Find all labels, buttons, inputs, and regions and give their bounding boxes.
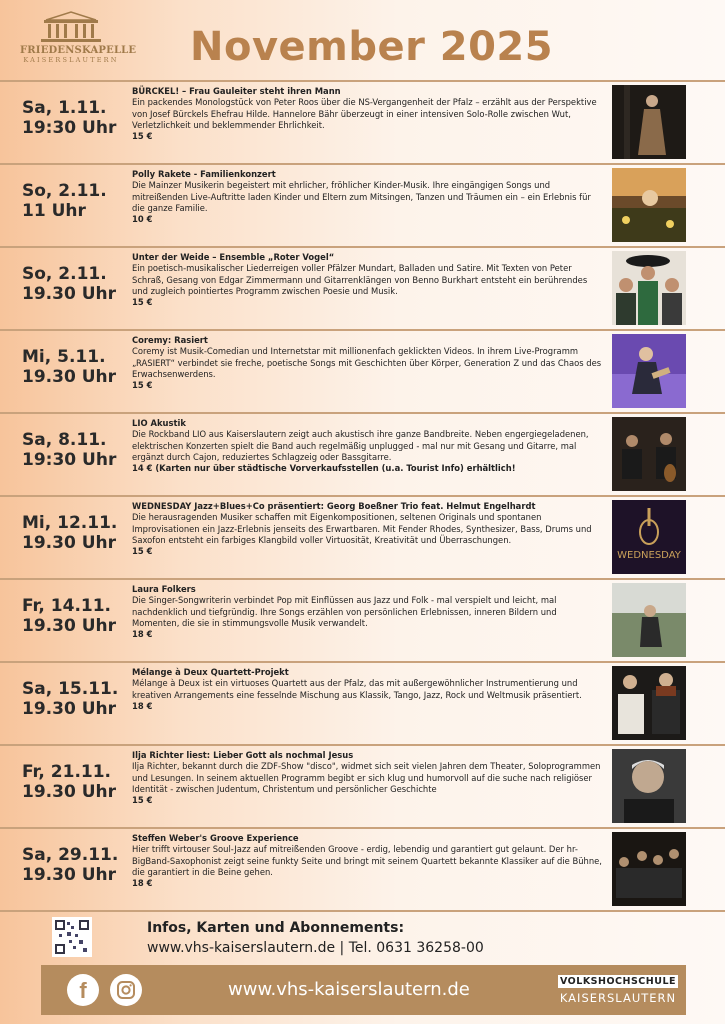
event-row	[0, 82, 725, 165]
event-title: Laura Folkers	[132, 584, 196, 594]
vhs-logo-line2: KAISERSLAUTERN	[559, 991, 677, 1005]
event-description: Ein packendes Monologstück von Peter Roos über die NS-Vergangenheit der Pfalz – erzählt aus der Perspektive von Josef Bürckels Ehefrau Hilde. Hannelore Bähr überzeugt in einer intensiven Solo-Rolle zwischen Wut, Verletzlichkeit und beklemmender Ehrlichkeit.	[132, 97, 597, 130]
event-row	[0, 248, 725, 331]
event-description: Hier trifft virtouser Soul-Jazz auf mitreißenden Groove - erdig, lebendig und garantiert gut gelaunt. Der hr-BigBand-Saxophonist zeigt seine funkty Seite und bringt mit seinem Quartett bekannte Klassiker auf die Bühne, die garantiert in die Beine gehen.	[132, 844, 602, 877]
event-photo	[612, 85, 686, 159]
event-title: Unter der Weide – Ensemble „Roter Vogel“	[132, 252, 335, 262]
event-time: 19.30 Uhr	[22, 865, 116, 885]
portrait-photo-icon	[612, 749, 686, 823]
website-link[interactable]: www.vhs-kaiserslautern.de	[228, 979, 470, 1000]
footer-bar	[41, 965, 686, 1015]
instagram-icon[interactable]	[110, 974, 142, 1006]
event-photo	[612, 583, 686, 657]
event-price: 18 €	[132, 629, 153, 640]
footer	[0, 912, 725, 1024]
event-row	[0, 829, 725, 912]
event-text	[132, 750, 602, 806]
event-price: 14 € (Karten nur über städtische Vorverkaufsstellen (u.a. Tourist Info) erhältlich!	[132, 463, 516, 474]
event-description: Die herausragenden Musiker schaffen mit Eigenkompositionen, seltenen Originals und spontanen Improvisationen ein Jazz-Erlebnis jenseits des Erwartbaren. Mit Fender Rhodes, Synthesizer, Bass, Drums und Saxofon entsteht ein farbiges Klangbild voller Virtuosität, Kreativität und Überraschungen.	[132, 512, 592, 545]
event-text	[132, 584, 602, 640]
event-time: 19:30 Uhr	[22, 118, 117, 138]
event-price: 15 €	[132, 297, 153, 308]
event-text	[132, 169, 602, 225]
event-price: 18 €	[132, 700, 153, 711]
event-photo	[612, 749, 686, 823]
event-description: Die Rockband LIO aus Kaiserslautern zeigt auch akustisch ihre ganze Bandbreite. Neben engergiegeladenen, elektrischen Konzerten spielt die Band auch regelmäßig unplugged - mal nur mit Gesang und Gitarre, mal ergänzt durch Cajon, reduziertes Schlagzeig oder Bassgitarre.	[132, 429, 589, 462]
vhs-logo-line1: VOLKSHOCHSCHULE	[560, 976, 676, 987]
vhs-logo	[558, 975, 678, 1005]
event-title: Coremy: Rasiert	[132, 335, 208, 345]
event-row	[0, 580, 725, 663]
wednesday-label: WEDNESDAY	[617, 550, 681, 561]
event-date	[22, 430, 132, 470]
event-price: 15 €	[132, 380, 153, 391]
event-day: Sa, 15.11.	[22, 679, 119, 699]
wednesday-logo-icon	[612, 500, 686, 574]
event-title: Polly Rakete - Familienkonzert	[132, 169, 276, 179]
event-description: Die Singer-Songwriterin verbindet Pop mit Einflüssen aus Jazz und Folk - mal verspielt und leicht, mal nachdenklich und tiefgründig. Ihre Songs erzählen von persönlichen Erlebnissen, inneren Bildern und Momenten, die sie in stimmungsvolle Musik verwandelt.	[132, 595, 557, 628]
event-date	[22, 264, 132, 304]
event-time: 19.30 Uhr	[22, 533, 116, 553]
event-text	[132, 335, 602, 391]
event-photo	[612, 168, 686, 242]
event-day: Mi, 12.11.	[22, 513, 118, 533]
event-description: Mélange à Deux ist ein virtuoses Quartett aus der Pfalz, das mit außergewöhnlicher Instrumentierung und kreativen Arrangements eine fesselnde Mischung aus Klassik, Tango, Jazz, Rock und Weltmusik präsentiert.	[132, 678, 582, 700]
quartet-photo-icon	[612, 832, 686, 906]
event-price: 15 €	[132, 131, 153, 142]
event-time: 19.30 Uhr	[22, 699, 116, 719]
event-photo	[612, 832, 686, 906]
event-date	[22, 762, 132, 802]
event-day: Sa, 8.11.	[22, 430, 107, 450]
event-description: Ein poetisch-musikalischer Liederreigen voller Pfälzer Mundart, Balladen und Satire. Mit Texten von Peter Schraß, Gesang von Edgar Zimmermann und Gitarrenklängen von Benno Burkhart entsteht ein berührendes und zugleich pointiertes Programm zwischen Poesie und Musik.	[132, 263, 588, 296]
event-list	[0, 82, 725, 912]
event-price: 10 €	[132, 214, 153, 225]
event-day: Sa, 1.11.	[22, 98, 107, 118]
actress-photo-icon	[612, 85, 686, 159]
event-time: 19.30 Uhr	[22, 616, 116, 636]
event-time: 11 Uhr	[22, 201, 86, 221]
event-row	[0, 331, 725, 414]
event-date	[22, 181, 132, 221]
event-date	[22, 845, 132, 885]
event-time: 19.30 Uhr	[22, 367, 116, 387]
flower-field-photo-icon	[612, 168, 686, 242]
band-trio-photo-icon	[612, 251, 686, 325]
event-photo	[612, 500, 686, 574]
event-time: 19.30 Uhr	[22, 782, 116, 802]
qr-code-icon	[55, 920, 89, 954]
facebook-icon[interactable]: f	[67, 974, 99, 1006]
event-title: WEDNESDAY Jazz+Blues+Co präsentiert: Georg Boeßner Trio feat. Helmut Engelhardt	[132, 501, 536, 511]
chapel-building-icon	[36, 10, 106, 44]
info-heading: Infos, Karten und Abonnements:	[147, 920, 405, 936]
event-time: 19:30 Uhr	[22, 450, 117, 470]
event-photo	[612, 666, 686, 740]
event-date	[22, 596, 132, 636]
event-photo	[612, 251, 686, 325]
singer-songwriter-photo-icon	[612, 583, 686, 657]
rock-band-photo-icon	[612, 417, 686, 491]
event-photo	[612, 417, 686, 491]
event-row	[0, 746, 725, 829]
event-day: Fr, 21.11.	[22, 762, 112, 782]
event-day: Sa, 29.11.	[22, 845, 119, 865]
logo-city: KAISERSLAUTERN	[23, 56, 119, 64]
event-title: Ilja Richter liest: Lieber Gott als nochmal Jesus	[132, 750, 354, 760]
event-text	[132, 418, 602, 474]
event-description: Coremy ist Musik-Comedian und Internetstar mit millionenfach geklickten Videos. In ihrem Live-Programm „RASIERT“ verbindet sie freche, poetische Songs mit Geschichten über Körper, Generation Z und das Chaos des Erwachsenwerdens.	[132, 346, 602, 379]
event-text	[132, 667, 602, 712]
event-title: Mélange à Deux Quartett-Projekt	[132, 667, 289, 677]
event-date	[22, 513, 132, 553]
event-title: BÜRCKEL! – Frau Gauleiter steht ihren Mann	[132, 86, 341, 96]
event-day: Fr, 14.11.	[22, 596, 112, 616]
event-row	[0, 165, 725, 248]
event-date	[22, 679, 132, 719]
event-row	[0, 414, 725, 497]
page-title: November 2025	[190, 24, 554, 70]
info-contact: www.vhs-kaiserslautern.de | Tel. 0631 36258-00	[147, 940, 484, 956]
event-text	[132, 252, 602, 308]
event-price: 15 €	[132, 795, 153, 806]
logo-name: FRIEDENSKAPELLE	[20, 45, 137, 56]
event-time: 19.30 Uhr	[22, 284, 116, 304]
event-row	[0, 497, 725, 580]
event-photo	[612, 334, 686, 408]
event-day: So, 2.11.	[22, 264, 107, 284]
header	[0, 0, 725, 78]
event-title: Steffen Weber's Groove Experience	[132, 833, 299, 843]
event-day: Mi, 5.11.	[22, 347, 106, 367]
event-description: Ilja Richter, bekannt durch die ZDF-Show "disco", widmet sich seit vielen Jahren dem Theater, Soloprogrammen und Lesungen. In seinem aktuellen Programm begibt er sich klug und humorvoll auf die suche nach religiöser Identität - zwischen Judentum, Christentum und persönlicher Geschichte	[132, 761, 601, 794]
qr-code[interactable]	[52, 917, 92, 957]
event-text	[132, 833, 602, 889]
event-text	[132, 86, 602, 142]
event-day: So, 2.11.	[22, 181, 107, 201]
event-date	[22, 347, 132, 387]
duo-musicians-photo-icon	[612, 666, 686, 740]
event-price: 15 €	[132, 546, 153, 557]
event-title: LIO Akustik	[132, 418, 186, 428]
comedian-photo-icon	[612, 334, 686, 408]
event-price: 18 €	[132, 878, 153, 889]
event-row	[0, 663, 725, 746]
event-description: Die Mainzer Musikerin begeistert mit ehrlicher, fröhlicher Kinder-Musik. Ihre eingängigen Songs und mitreißenden Live-Auftritte laden Kinder und Eltern zum Mitsingen, Tanzen und Träumen ein – ein Erlebnis für die ganze Familie.	[132, 180, 591, 213]
event-date	[22, 98, 132, 138]
event-text	[132, 501, 602, 557]
friedenskapelle-logo	[20, 10, 137, 72]
